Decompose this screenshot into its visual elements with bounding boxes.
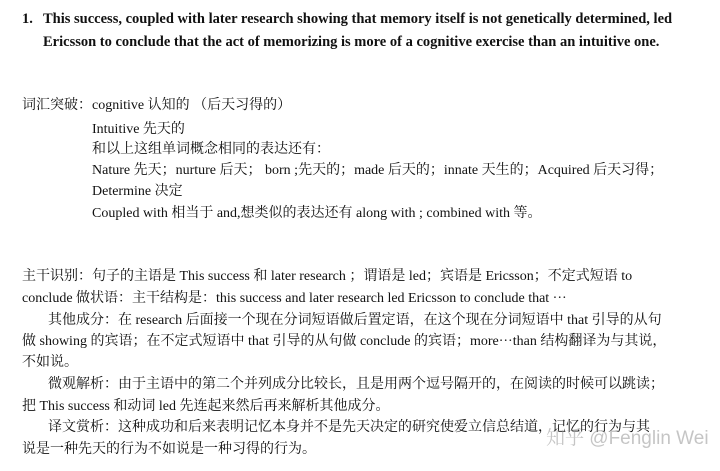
other-components-line-1: 其他成分：在 research 后面接一个现在分词短语做后置定语，在这个现在分词短语中 that 引导的从句 [48, 313, 662, 328]
main-structure-line-1: 主干识别：句子的主语是 This success 和 later research ；谓语是 led；宾语是 Ericsson；不定式短语 to [22, 269, 633, 284]
vocab-label: 词汇突破： [22, 98, 92, 113]
vocab-line: 和以上这组单词概念相同的表达还有： [92, 142, 330, 157]
translation-line-1: 译文赏析：这种成功和后来表明记忆本身并不是先天决定的研究使爱立信总结道，记忆的行为与其 [48, 420, 650, 435]
main-structure-line-2: conclude 做状语：主干结构是：this success and later research led Ericsson to conclude that ··· [22, 291, 567, 306]
zhihu-watermark: 知乎 @Fenglin Wei [546, 428, 709, 449]
vocab-line: Intuitive 先天的 [92, 122, 185, 137]
translation-line-2: 说是一种先天的行为不如说是一种习得的行为。 [22, 442, 316, 457]
sentence-line-1: This success, coupled with later research showing that memory itself is not genetically determined, led [43, 11, 673, 27]
other-components-line-3: 不如说。 [22, 355, 78, 370]
vocab-line: Determine 决定 [92, 184, 183, 199]
micro-analysis-line-1: 微观解析：由于主语中的第二个并列成分比较长，且是用两个逗号隔开的，在阅读的时候可以跳读； [48, 377, 664, 392]
micro-analysis-line-2: 把 This success 和动词 led 先连起来然后再来解析其他成分。 [22, 399, 390, 414]
other-components-line-2: 做 showing 的宾语；在不定式短语中 that 引导的从句做 conclude 的宾语；more···than 结构翻译为与其说， [22, 334, 667, 349]
item-number: 1. [22, 11, 33, 27]
vocab-line: cognitive 认知的 （后天习得的） [92, 98, 292, 113]
sentence-line-2: Ericsson to conclude that the act of memorizing is more of a cognitive exercise than an intuitive one. [43, 34, 660, 50]
vocab-line: Nature 先天；nurture 后天； born ;先天的；made 后天的；innate 天生的；Acquired 后天习得； [92, 163, 664, 178]
vocab-line: Coupled with 相当于 and,想类似的表达还有 along with ; combined with 等。 [92, 206, 542, 221]
